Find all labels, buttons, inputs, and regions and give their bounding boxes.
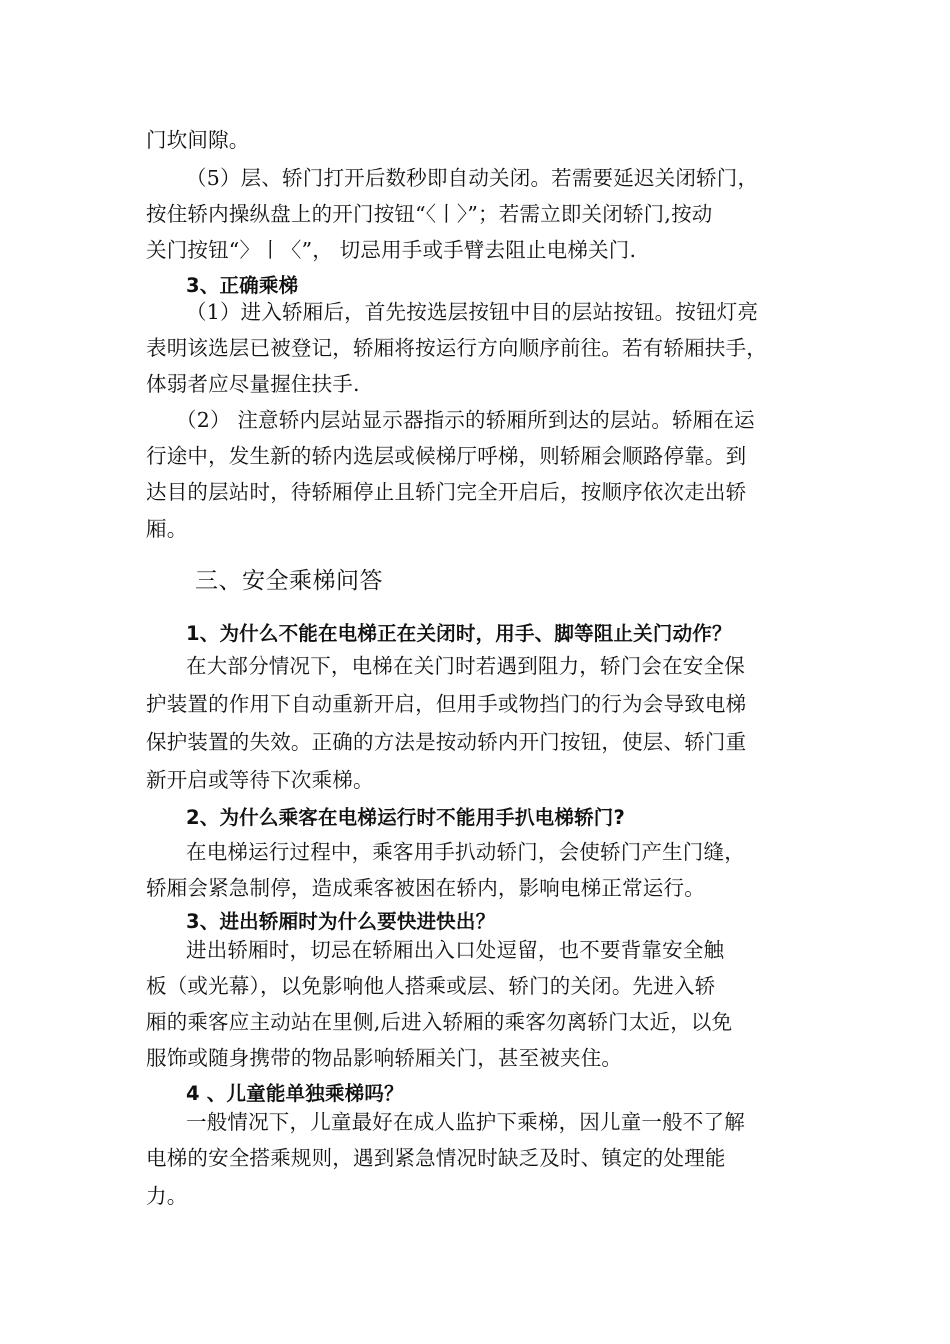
q2-line2: 轿厢会紧急制停，造成乘客被困在轿内，影响电梯正常运行。	[146, 876, 705, 900]
q3-line4: 服饰或随身携带的物品影响轿厢关门，甚至被夹住。	[146, 1046, 623, 1070]
item5-line3: 关门按钮“〉丨〈”， 切忌用手或手臂去阻止电梯关门.	[146, 238, 637, 262]
q2-line1: 在电梯运行过程中，乘客用手扒动轿门，会使轿门产生门缝，	[186, 840, 745, 864]
subsection3-item2-line4: 厢。	[146, 517, 188, 541]
q4-line2: 电梯的安全搭乘规则，遇到紧急情况时缺乏及时、镇定的处理能	[146, 1146, 726, 1170]
subsection3-item2-line3: 达目的层站时，待轿厢停止且轿门完全开启后，按顺序依次走出轿	[146, 480, 747, 504]
subsection3-item1-line3: 体弱者应尽量握住扶手.	[146, 372, 360, 396]
q1-line2: 护装置的作用下自动重新开启，但用手或物挡门的行为会导致电梯	[146, 692, 747, 716]
q3-line2: 板（或光幕），以免影响他人搭乘或层、轿门的关闭。先进入轿	[146, 974, 716, 998]
subsection3-item2-line1: （2） 注意轿内层站显示器指示的轿厢所到达的层站。轿厢在运	[176, 408, 755, 432]
section3-heading: 三、安全乘梯问答	[195, 568, 383, 594]
q4-line1: 一般情况下，儿童最好在成人监护下乘梯，因儿童一般不了解	[186, 1110, 745, 1134]
item5-line1: （5）层、轿门打开后数秒即自动关闭。若需要延迟关闭轿门，	[186, 166, 759, 190]
subsection3-item1-line1: （1）进入轿厢后，首先按选层按钮中目的层站按钮。按钮灯亮	[186, 300, 759, 324]
continuation-text: 门坎间隙。	[146, 128, 250, 152]
q1-line3: 保护装置的失效。正确的方法是按动轿内开门按钮，使层、轿门重	[146, 730, 747, 754]
subsection3-item1-line2: 表明该选层已被登记，轿厢将按运行方向顺序前往。若有轿厢扶手，	[146, 336, 767, 360]
q1-line1: 在大部分情况下，电梯在关门时若遇到阻力，轿门会在安全保	[186, 654, 745, 678]
q4-line3: 力。	[146, 1184, 188, 1208]
q2-question: 2、为什么乘客在电梯运行时不能用手扒电梯轿门?	[186, 806, 625, 829]
item5-line2: 按住轿内操纵盘上的开门按钮“〈丨〉”；若需立即关闭轿门,按动	[146, 202, 713, 226]
q3-line3: 厢的乘客应主动站在里侧,后进入轿厢的乘客勿离轿门太近，以免	[146, 1010, 733, 1034]
q3-question: 3、进出轿厢时为什么要快进快出？	[186, 910, 496, 933]
subsection3-heading: 3、正确乘梯	[186, 274, 299, 297]
q1-question: 1、为什么不能在电梯正在关闭时，用手、脚等阻止关门动作？	[186, 622, 732, 645]
q1-line4: 新开启或等待下次乘梯。	[146, 768, 374, 792]
q4-question: 4 、儿童能单独乘梯吗？	[186, 1082, 404, 1105]
q3-line1: 进出轿厢时，切忌在轿厢出入口处逗留，也不要背靠安全触	[186, 938, 725, 962]
subsection3-item2-line2: 行途中，发生新的轿内选层或候梯厅呼梯，则轿厢会顺路停靠。到	[146, 444, 747, 468]
